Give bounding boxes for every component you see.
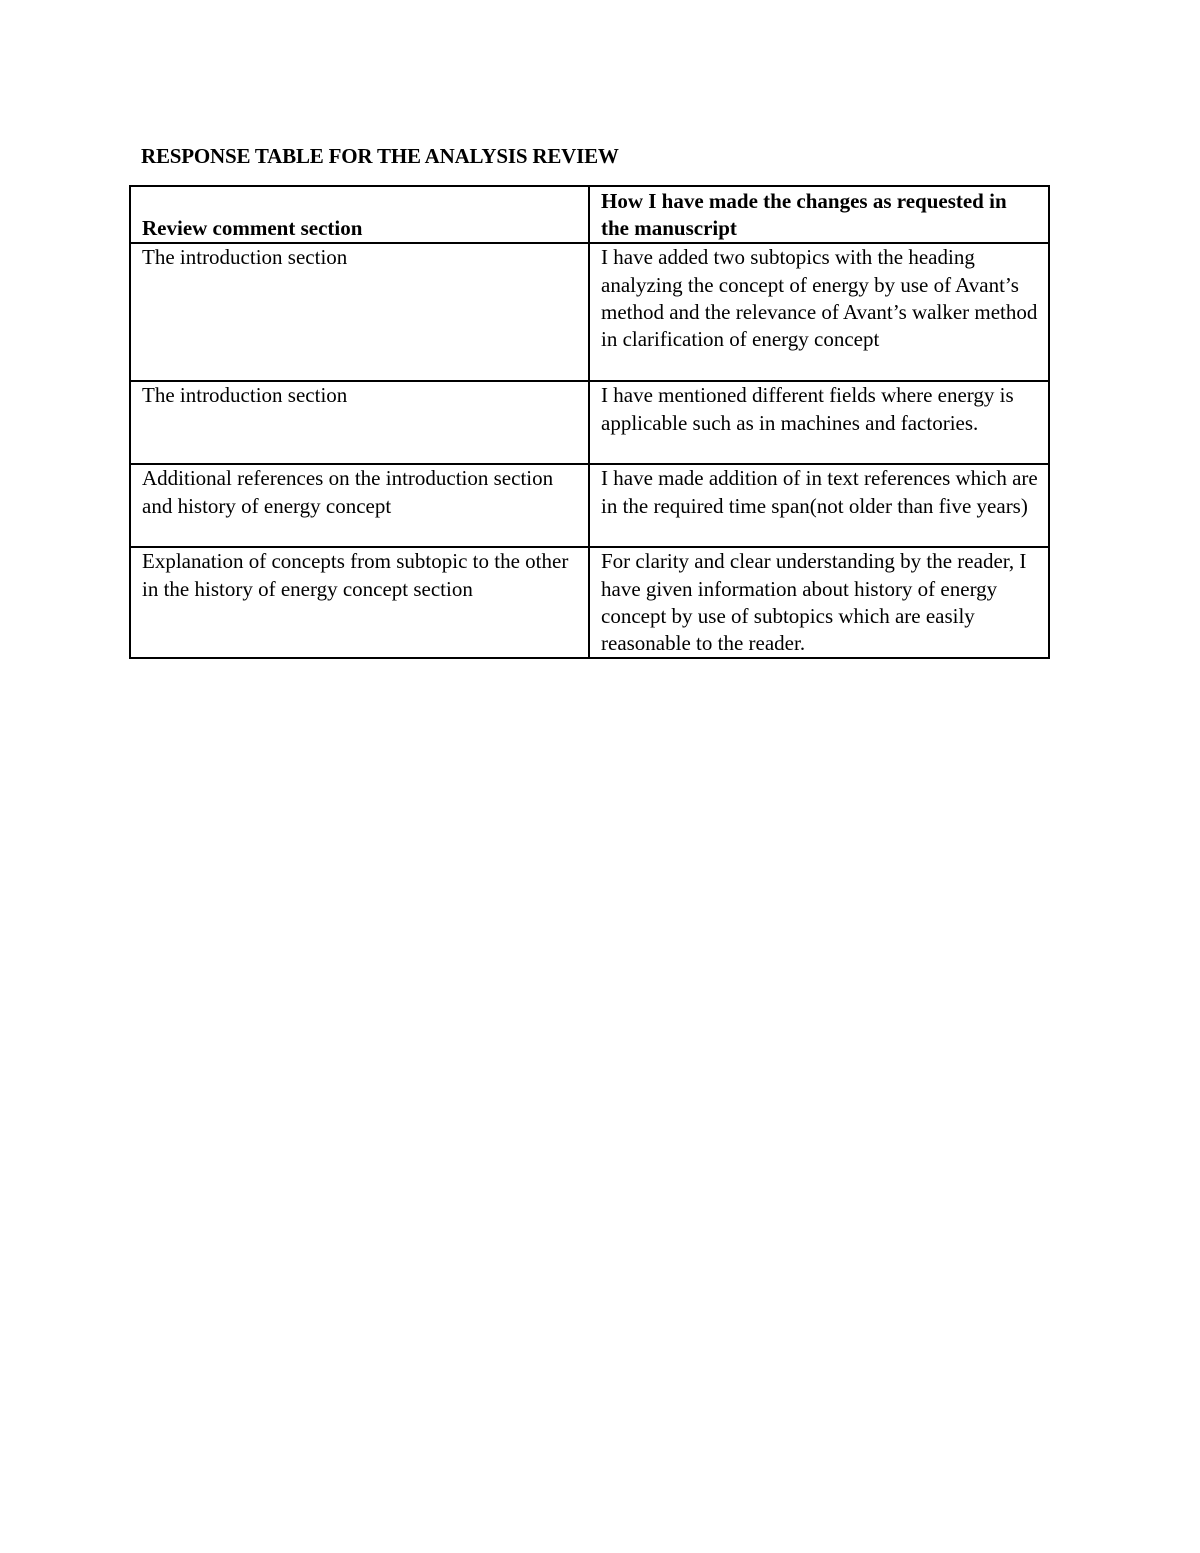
change-description-cell: I have added two subtopics with the heading analyzing the concept of energy by use of Avant’s method and the relevance of Avant’s walker method in clarification of energy concept [589,243,1049,381]
response-table [129,185,1050,659]
header-changes-made: How I have made the changes as requested in the manuscript [589,186,1049,243]
review-section-cell: The introduction section [130,381,589,464]
change-description-cell: I have made addition of in text references which are in the required time span(not older than five years) [589,464,1049,547]
change-description-cell: I have mentioned different fields where energy is applicable such as in machines and factories. [589,381,1049,464]
table-row [130,547,1049,658]
header-review-comment-section: Review comment section [130,186,589,243]
review-section-cell: The introduction section [130,243,589,381]
table-row [130,243,1049,381]
review-section-cell: Explanation of concepts from subtopic to the other in the history of energy concept section [130,547,589,658]
table-header-row [130,186,1049,243]
table-row [130,464,1049,547]
table-row [130,381,1049,464]
page-title: RESPONSE TABLE FOR THE ANALYSIS REVIEW [141,144,619,168]
review-section-cell: Additional references on the introduction section and history of energy concept [130,464,589,547]
change-description-cell: For clarity and clear understanding by the reader, I have given information about history of energy concept by use of subtopics which are easily reasonable to the reader. [589,547,1049,658]
